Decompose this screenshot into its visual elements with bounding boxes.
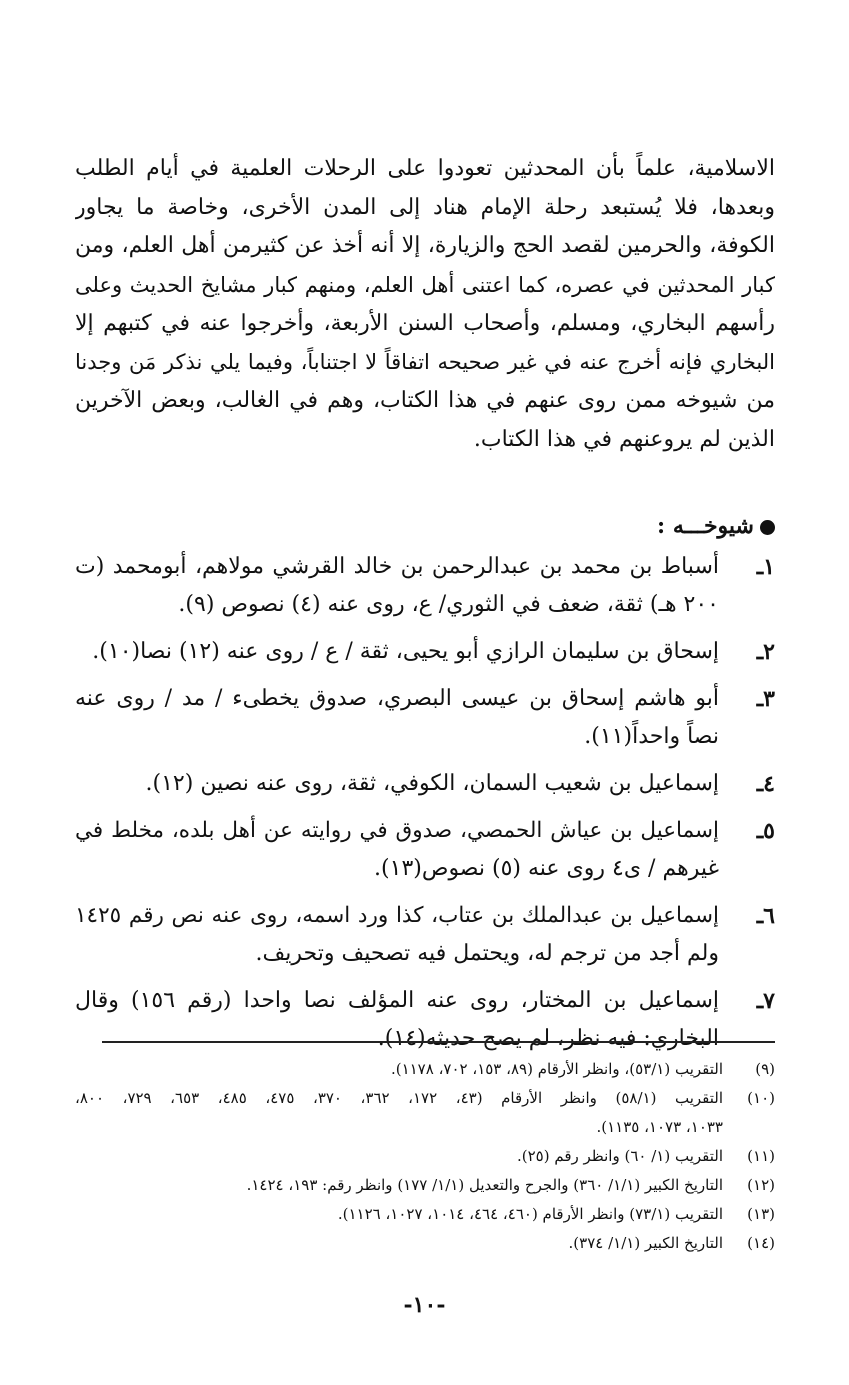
footnote-line: التقريب (٥٣/١)، وانظر الأرقام (٨٩، ١٥٣، ٧٠٢، ١١٧٨). — [390, 1060, 723, 1078]
footnote-line: التقريب (١/ ٦٠) وانظر رقم (٢٥). — [517, 1147, 723, 1165]
footnote — [75, 1229, 775, 1258]
entry-number: ٢ـ — [756, 639, 775, 665]
entry-line: إسماعيل بن عياش الحمصي، صدوق في روايته عن أهل بلده، مخلط في — [75, 818, 719, 843]
paragraph-line: البخاري فإنه أخرج عنه في غير صحيحه اتفاقاً لا اجتناباً، وفيما يلي نذكر مَن وجدنا — [75, 350, 775, 375]
entry-line: نصاً واحداً(١١). — [584, 724, 719, 749]
entry-number: ٦ـ — [756, 903, 775, 929]
footnote-divider — [102, 1041, 775, 1043]
list-item — [75, 765, 775, 803]
paragraph-line: كبار المحدثين في عصره، كما اعتنى أهل العلم، ومنهم كبار مشايخ الحديث وعلى — [75, 273, 775, 298]
entry-number: ٧ـ — [756, 988, 775, 1014]
footnote — [75, 1084, 775, 1142]
footnote — [75, 1055, 775, 1084]
list-item — [75, 548, 775, 624]
footnote-line: التاريخ الكبير (١/١/ ٣٧٤). — [568, 1234, 723, 1252]
page-number: -١٠- — [403, 1292, 446, 1318]
entry-line: إسحاق بن سليمان الرازي أبو يحيى، ثقة / ع / روى عنه (١٢) نصا(١٠). — [92, 639, 719, 664]
footnote-line: التقريب (٧٣/١) وانظر الأرقام (٤٦٠، ٤٦٤، ١٠١٤، ١٠٢٧، ١١٢٦). — [337, 1205, 723, 1223]
footnote — [75, 1200, 775, 1229]
entry-line: إسماعيل بن عبدالملك بن عتاب، كذا ورد اسمه، روى عنه نص رقم ١٤٢٥ — [75, 903, 719, 928]
paragraph-line: وبعدها، فلا يُستبعد رحلة الإمام هناد إلى المدن الأخرى، وخاصة ما يجاور — [75, 194, 775, 220]
section-heading — [657, 508, 775, 544]
list-item — [75, 633, 775, 671]
entry-number: ١ـ — [756, 554, 775, 580]
list-item — [75, 982, 775, 1058]
section-heading-text: شيوخـــه : — [657, 513, 754, 539]
footnote-line: التاريخ الكبير (١/١/ ٣٦٠) والجرح والتعديل (١/١/ ١٧٧) وانظر رقم: ١٩٣، ١٤٢٤. — [246, 1176, 723, 1194]
entry-line: غيرهم / ى٤ روى عنه (٥) نصوص(١٣). — [374, 856, 719, 881]
paragraph-line: الكوفة، والحرمين لقصد الحج والزيارة، إلا أنه أخذ عن كثيرمن أهل العلم، ومن — [75, 233, 775, 259]
entry-number: ٤ـ — [756, 771, 775, 797]
list-item — [75, 812, 775, 888]
footnote-number: (١٢) — [747, 1176, 775, 1194]
list-item — [75, 680, 775, 756]
footnote-line: التقريب (٥٨/١) وانظر الأرقام (٤٣، ١٧٢، ٣٦٢، ٣٧٠، ٤٧٥، ٤٨٥، ٦٥٣، ٧٢٩، ٨٠٠، — [75, 1089, 723, 1107]
footnote — [75, 1171, 775, 1200]
footnote-number: (١٤) — [747, 1234, 775, 1252]
footnote-number: (١٠) — [747, 1089, 775, 1107]
paragraph-line: رأسهم البخاري، ومسلم، وأصحاب السنن الأربعة، وأخرجوا عنه في كتبهم إلا — [75, 310, 775, 336]
entry-line: إسماعيل بن شعيب السمان، الكوفي، ثقة، روى عنه نصين (١٢). — [145, 771, 719, 796]
entry-line: ٢٠٠ هـ) ثقة، ضعف في الثوري/ ع، روى عنه (٤) نصوص (٩). — [178, 592, 719, 617]
intro-paragraph — [75, 150, 775, 460]
list-item — [75, 897, 775, 973]
entry-line: البخاري: فيه نظر، لم يصح حديثه(١٤). — [377, 1026, 719, 1051]
footnote-number: (٩) — [755, 1060, 775, 1078]
footnote — [75, 1142, 775, 1171]
footnote-number: (١٣) — [747, 1205, 775, 1223]
teachers-list — [75, 548, 775, 1058]
footnotes — [75, 1055, 775, 1258]
bullet-icon — [760, 520, 775, 535]
entry-number: ٣ـ — [756, 686, 775, 712]
entry-line: أبو هاشم إسحاق بن عيسى البصري، صدوق يخطىء / مد / روى عنه — [75, 686, 719, 711]
paragraph-line: من شيوخه ممن روى عنهم في هذا الكتاب، وهم في الغالب، وبعض الآخرين — [75, 388, 775, 414]
entry-line: إسماعيل بن المختار، روى عنه المؤلف نصا واحدا (رقم ١٥٦) وقال — [75, 988, 719, 1013]
entry-number: ٥ـ — [756, 818, 775, 844]
entry-line: أسباط بن محمد بن عبدالرحمن بن خالد القرشي مولاهم، أبومحمد (ت — [75, 554, 719, 579]
footnote-line: ١٠٣٣، ١٠٧٣، ١١٣٥). — [596, 1118, 723, 1136]
paragraph-line: الاسلامية، علماً بأن المحدثين تعودوا على الرحلات العلمية في أيام الطلب — [75, 156, 775, 181]
entry-line: ولم أجد من ترجم له، ويحتمل فيه تصحيف وتحريف. — [255, 941, 719, 966]
footnote-number: (١١) — [747, 1147, 775, 1165]
paragraph-line: الذين لم يروعنهم في هذا الكتاب. — [473, 426, 775, 452]
